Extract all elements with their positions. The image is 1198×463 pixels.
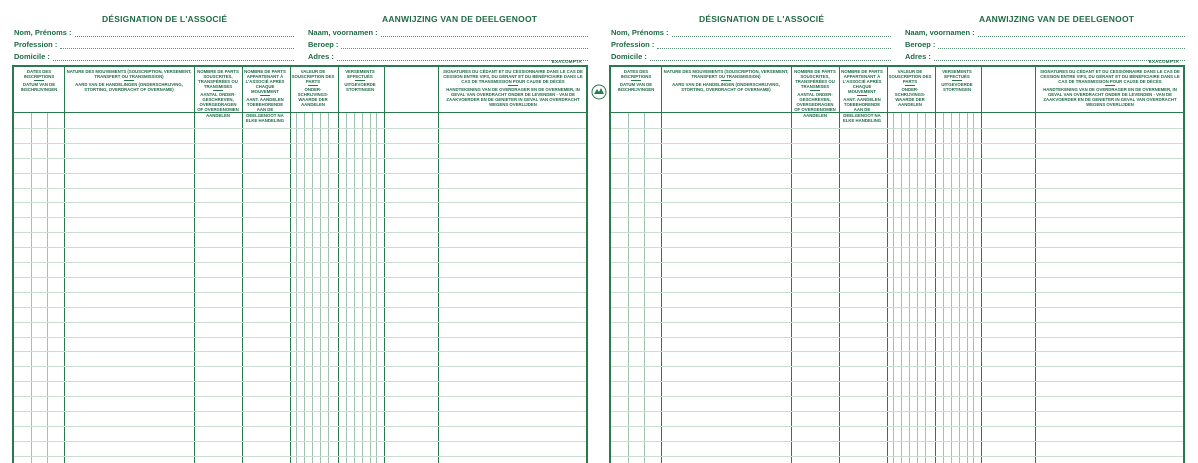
column-rule (935, 67, 936, 463)
address-label-nl: Adres : (308, 52, 334, 61)
col-header-signatures: SIGNATURES DU CÉDANT ET DU CESSIONNAIRE DANS LE CAS DE CESSION ENTRE VIFS, DU GÉRANT ET DU BÉNÉFICIAIRE DANS LE CAS DE TRANSMISSION POUR CAUSE DE DÉCÈS HANDTEKENING VAN DE OVERDRAGER EN DE OVERNEMER, IN GEVAL VAN OVERDRACHT ONDER DE LEVENDEN - VAN DE ZAAKVOERDER EN DE GENIETER IN GEVAL VAN OVERDRACHT WEGENS OVERLIJDEN (1040, 69, 1180, 108)
col-header-dates: DATES DES INSCRIPTIONS DATUM VAN DE INSCHRIJVINGEN (617, 69, 655, 93)
ledger-row[interactable] (611, 456, 1183, 457)
ledger-row[interactable] (14, 366, 586, 367)
profession-field-nl[interactable] (308, 40, 588, 49)
ledger-row[interactable] (611, 292, 1183, 293)
ledger-row[interactable] (611, 351, 1183, 352)
ledger-row[interactable] (14, 307, 586, 308)
ledger-grid[interactable] (609, 65, 1185, 463)
col-header-signatures: SIGNATURES DU CÉDANT ET DU CESSIONNAIRE DANS LE CAS DE CESSION ENTRE VIFS, DU GÉRANT ET DU BÉNÉFICIAIRE DANS LE CAS DE TRANSMISSION POUR CAUSE DE DÉCÈS HANDTEKENING VAN DE OVERDRAGER EN DE OVERNEMER, IN GEVAL VAN OVERDRACHT ONDER DE LEVENDEN - VAN DE ZAAKVOERDER EN DE GENIETER IN GEVAL VAN OVERDRACHT WEGENS OVERLIJDEN (443, 69, 583, 108)
ledger-row[interactable] (14, 351, 586, 352)
name-label-nl: Naam, voornamen : (308, 28, 378, 37)
column-rule (338, 67, 339, 463)
ledger-row[interactable] (14, 173, 586, 174)
title-nl: AANWIJZING VAN DE DEELGENOOT (382, 14, 538, 24)
name-field-nl[interactable] (905, 28, 1185, 37)
ledger-row[interactable] (611, 441, 1183, 442)
ledger-row[interactable] (611, 322, 1183, 323)
ledger-row[interactable] (14, 426, 586, 427)
ledger-row[interactable] (611, 426, 1183, 427)
ledger-row[interactable] (14, 188, 586, 189)
address-label-nl: Adres : (905, 52, 931, 61)
ledger-row[interactable] (611, 202, 1183, 203)
ledger-row[interactable] (14, 202, 586, 203)
domicile-field-fr[interactable] (14, 52, 294, 61)
ledger-row[interactable] (14, 441, 586, 442)
ledger-row[interactable] (611, 381, 1183, 382)
column-rule (438, 67, 439, 463)
ledger-row[interactable] (14, 128, 586, 129)
column-rule (887, 67, 888, 463)
name-label-fr: Nom, Prénoms : (14, 28, 72, 37)
profession-field-fr[interactable] (611, 40, 891, 49)
ledger-row[interactable] (14, 411, 586, 412)
ledger-row[interactable] (611, 396, 1183, 397)
col-header-parts-held: NOMBRE DE PARTS APPARTENANT À L'ASSOCIÉ APRÈS CHAQUE MOUVEMENT AANT. AANDELEN TOEBEHORENDE AAN DE DEELGENOOT NA ELKE HANDELING (244, 69, 286, 123)
col-header-parts-transferred: NOMBRE DE PARTS SOUSCRITES, TRANSFÉRÉES OU TRANSMISES AANTAL ONDER-GESCHREVEN, OVERGEDRAGEN OF OVERGENOMEN AANDELEN (197, 69, 239, 118)
ledger-row[interactable] (14, 277, 586, 278)
profession-field-nl[interactable] (905, 40, 1185, 49)
name-field-fr[interactable] (611, 28, 891, 37)
ledger-row[interactable] (611, 128, 1183, 129)
col-header-payments: VERSEMENTS EFFECTUÉS UITGEVOERDE STORTINGEN (941, 69, 973, 93)
brand-label: EXACOMPTA (551, 59, 582, 64)
col-header-value: VALEUR DE SOUSCRIPTION DES PARTS ONDER-SCHRIJVINGS-WAARDE DER AANDELEN (291, 69, 335, 108)
profession-label-nl: Beroep : (308, 40, 339, 49)
title-fr: DÉSIGNATION DE L'ASSOCIÉ (699, 14, 825, 24)
ledger-row[interactable] (611, 366, 1183, 367)
column-rule (64, 67, 65, 463)
ledger-row[interactable] (611, 247, 1183, 248)
ledger-row[interactable] (611, 337, 1183, 338)
title-nl: AANWIJZING VAN DE DEELGENOOT (979, 14, 1135, 24)
column-rule (839, 67, 840, 463)
profession-label-fr: Profession : (14, 40, 58, 49)
profession-label-fr: Profession : (611, 40, 655, 49)
ledger-row[interactable] (611, 277, 1183, 278)
ledger-row[interactable] (14, 337, 586, 338)
column-rule (384, 67, 385, 463)
address-field-nl[interactable] (308, 52, 588, 61)
column-rule (661, 67, 662, 463)
col-header-parts-held: NOMBRE DE PARTS APPARTENANT À L'ASSOCIÉ APRÈS CHAQUE MOUVEMENT AANT. AANDELEN TOEBEHORENDE AAN DE DEELGENOOT NA ELKE HANDELING (841, 69, 883, 123)
ledger-row[interactable] (14, 396, 586, 397)
ledger-row[interactable] (611, 217, 1183, 218)
ledger-row[interactable] (611, 173, 1183, 174)
col-header-dates: DATES DES INSCRIPTIONS DATUM VAN DE INSCHRIJVINGEN (20, 69, 58, 93)
column-rule (194, 67, 195, 463)
col-header-parts-transferred: NOMBRE DE PARTS SOUSCRITES, TRANSFÉRÉES OU TRANSMISES AANTAL ONDER-GESCHREVEN, OVERGEDRAGEN OF OVERGENOMEN AANDELEN (794, 69, 836, 118)
ledger-row[interactable] (611, 262, 1183, 263)
column-rule (242, 67, 243, 463)
ledger-row[interactable] (611, 411, 1183, 412)
ledger-row[interactable] (611, 307, 1183, 308)
domicile-field-fr[interactable] (611, 52, 891, 61)
exacompta-logo-icon (591, 84, 607, 100)
ledger-row[interactable] (14, 232, 586, 233)
name-field-nl[interactable] (308, 28, 588, 37)
ledger-row[interactable] (611, 188, 1183, 189)
ledger-row[interactable] (14, 322, 586, 323)
column-rule (981, 67, 982, 463)
name-field-fr[interactable] (14, 28, 294, 37)
col-header-payments: VERSEMENTS EFFECTUÉS UITGEVOERDE STORTINGEN (344, 69, 376, 93)
title-fr: DÉSIGNATION DE L'ASSOCIÉ (102, 14, 228, 24)
ledger-row[interactable] (14, 143, 586, 144)
profession-label-nl: Beroep : (905, 40, 936, 49)
col-header-nature: NATURE DES MOUVEMENTS (SOUSCRIPTION, VERSEMENT, TRANSFERT OU TRANSMISSION) AARD VAN DE HANDELINGEN (ONDERSCHRIJVING, STORTING, OVERDRACHT OF OVERNAME) (663, 69, 789, 93)
ledger-row[interactable] (611, 143, 1183, 144)
ledger-page-left (12, 0, 592, 463)
ledger-row[interactable] (14, 217, 586, 218)
ledger-page-right (609, 0, 1189, 463)
ledger-row[interactable] (611, 232, 1183, 233)
ledger-row[interactable] (14, 292, 586, 293)
column-rule (1035, 67, 1036, 463)
brand-label: EXACOMPTA (1148, 59, 1179, 64)
address-field-nl[interactable] (905, 52, 1185, 61)
domicile-label-fr: Domicile : (611, 52, 647, 61)
ledger-row[interactable] (14, 247, 586, 248)
column-rule (791, 67, 792, 463)
col-header-value: VALEUR DE SOUSCRIPTION DES PARTS ONDER-SCHRIJVINGS-WAARDE DER AANDELEN (888, 69, 932, 108)
name-label-nl: Naam, voornamen : (905, 28, 975, 37)
name-label-fr: Nom, Prénoms : (611, 28, 669, 37)
column-rule (290, 67, 291, 463)
ledger-row[interactable] (14, 262, 586, 263)
domicile-label-fr: Domicile : (14, 52, 50, 61)
ledger-row[interactable] (14, 158, 586, 159)
profession-field-fr[interactable] (14, 40, 294, 49)
ledger-grid[interactable] (12, 65, 588, 463)
ledger-row[interactable] (611, 158, 1183, 159)
col-header-nature: NATURE DES MOUVEMENTS (SOUSCRIPTION, VERSEMENT, TRANSFERT OU TRANSMISSION) AARD VAN DE HANDELINGEN (ONDERSCHRIJVING, STORTING, OVERDRACHT OF OVERNAME) (66, 69, 192, 93)
ledger-row[interactable] (14, 456, 586, 457)
ledger-row[interactable] (14, 381, 586, 382)
